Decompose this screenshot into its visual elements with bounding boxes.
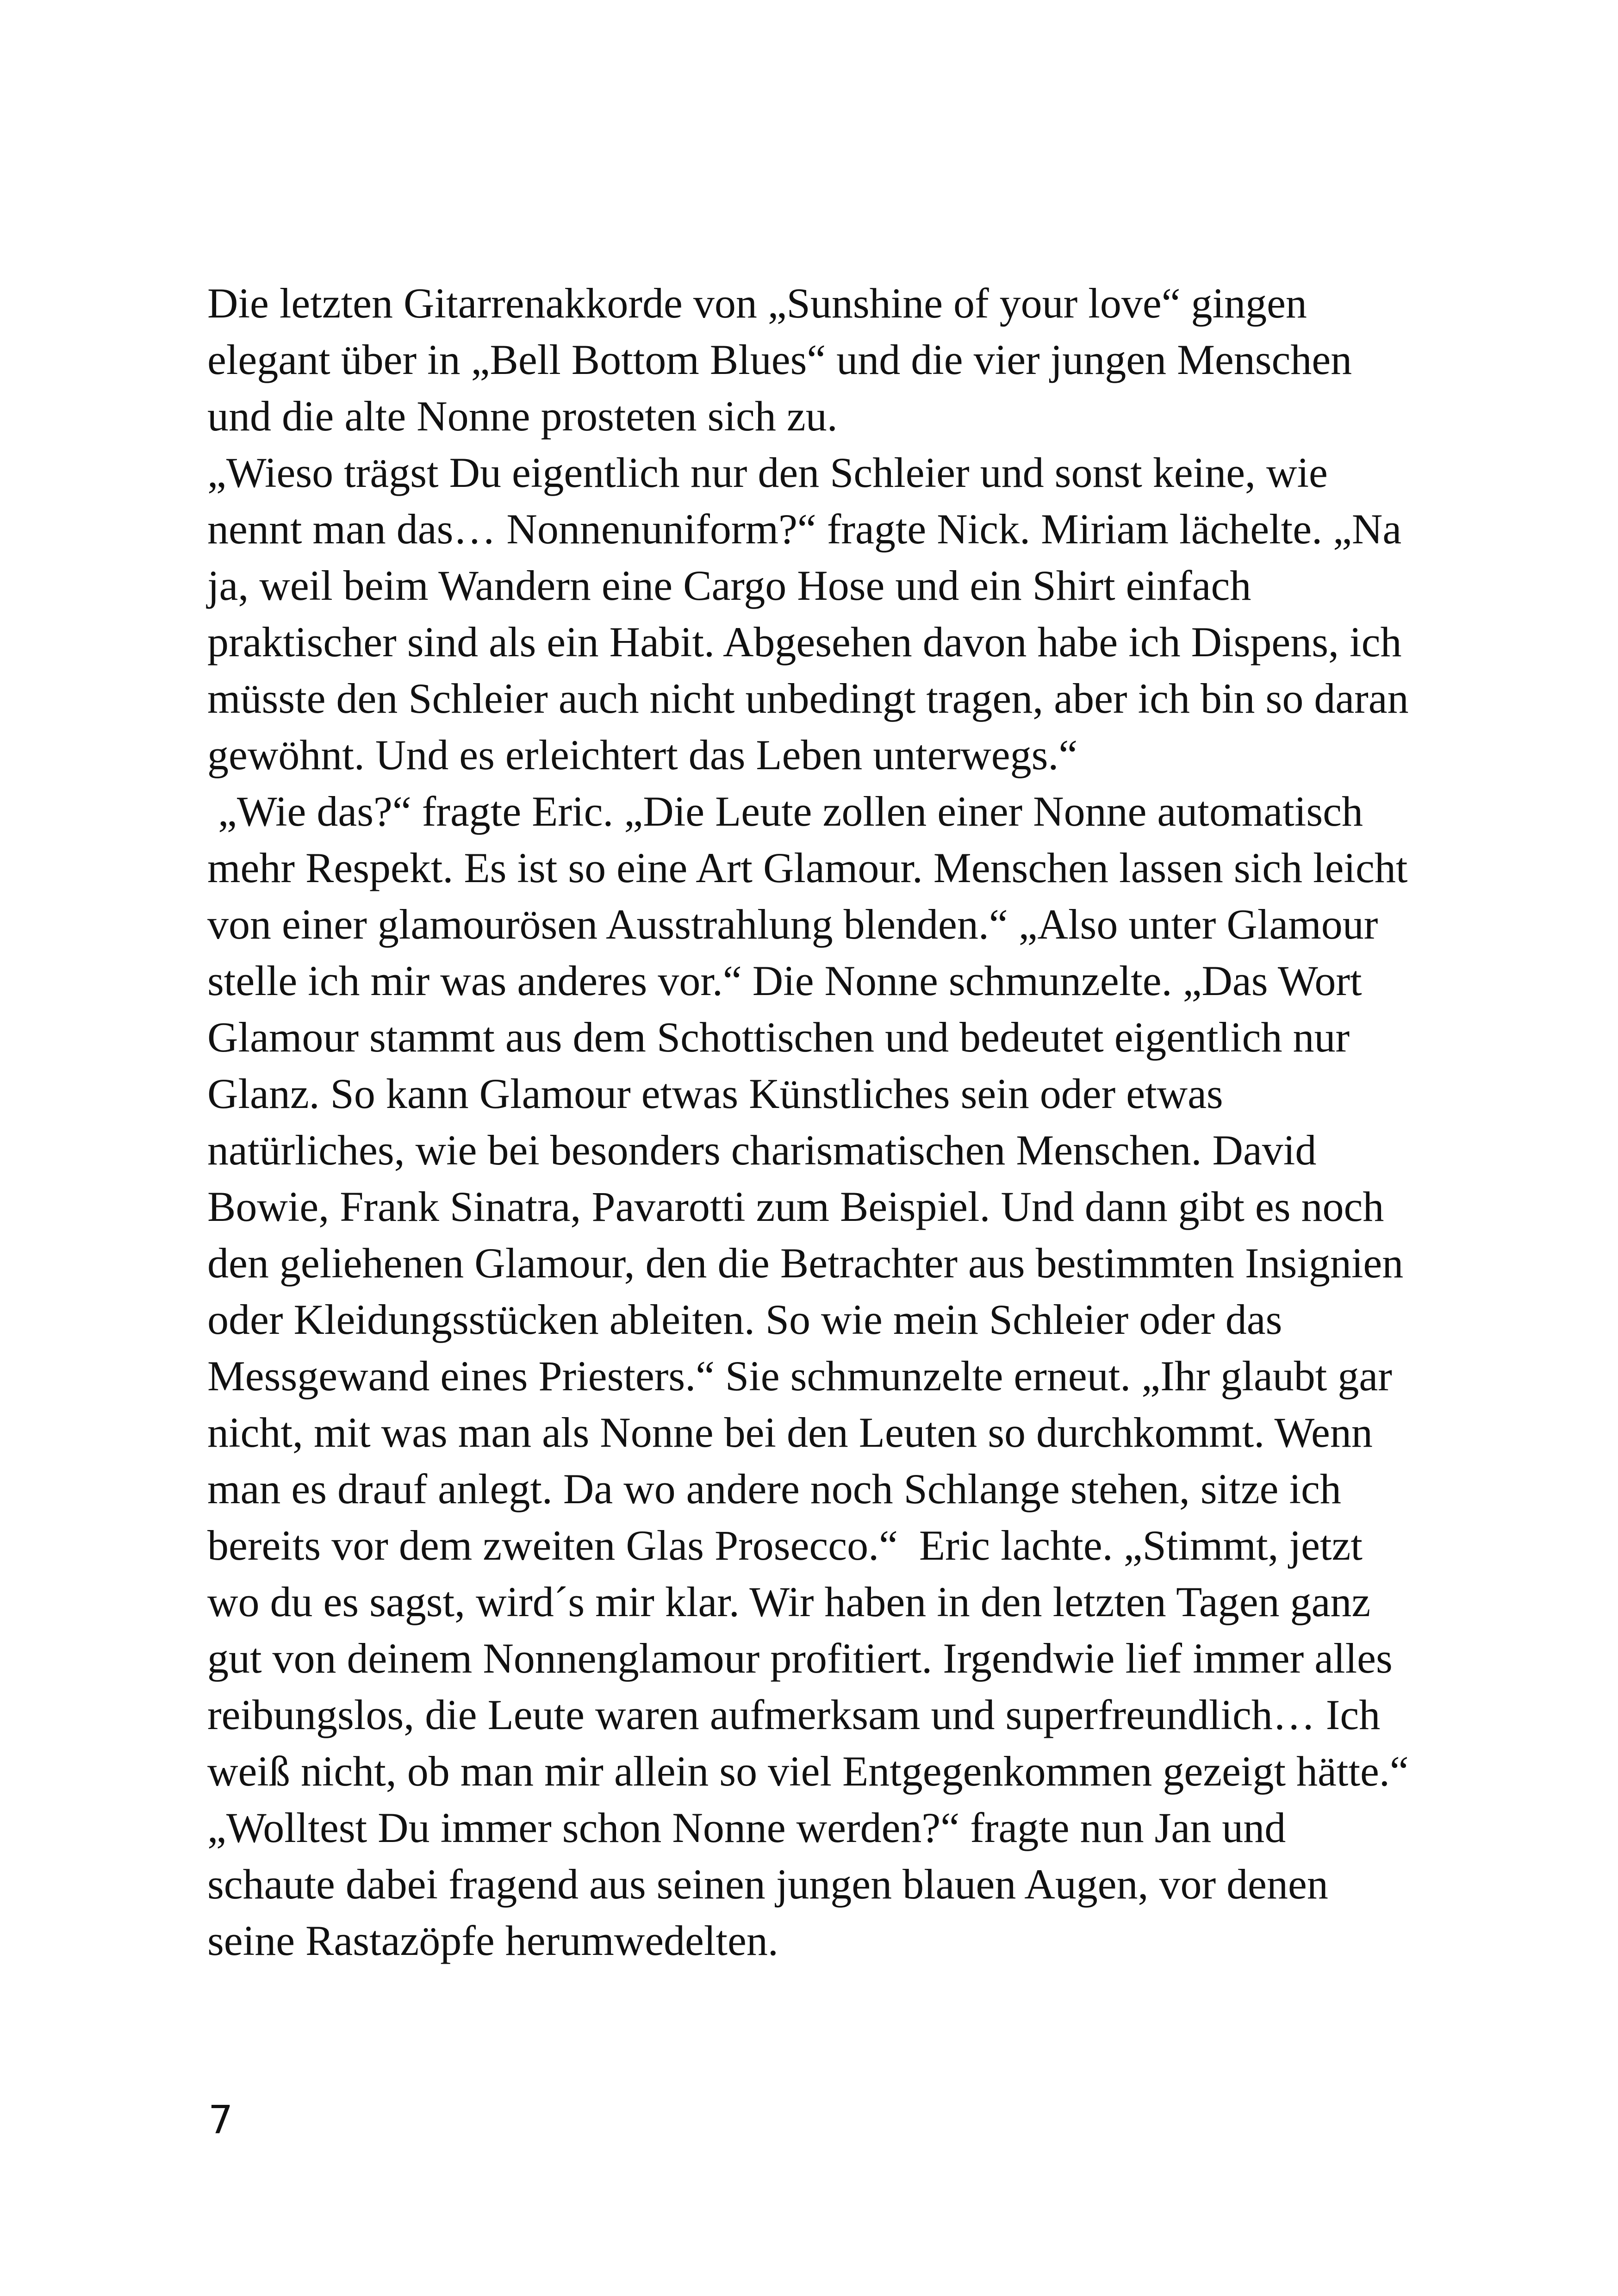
text-line: Messgewand eines Priesters.“ Sie schmunzelte erneut. „Ihr glaubt gar bbox=[207, 1352, 1392, 1400]
text-line: seine Rastazöpfe herumwedelten. bbox=[207, 1917, 778, 1964]
text-line: weiß nicht, ob man mir allein so viel Entgegenkommen gezeigt hätte.“ bbox=[207, 1748, 1409, 1795]
text-line: natürliches, wie bei besonders charismatischen Menschen. David bbox=[207, 1126, 1317, 1174]
text-line: Bowie, Frank Sinatra, Pavarotti zum Beispiel. Und dann gibt es noch bbox=[207, 1183, 1384, 1230]
text-line: mehr Respekt. Es ist so eine Art Glamour. Menschen lassen sich leicht bbox=[207, 844, 1408, 891]
text-line: von einer glamourösen Ausstrahlung blenden.“ „Also unter Glamour bbox=[207, 901, 1378, 948]
text-line: nennt man das… Nonnenuniform?“ fragte Nick. Miriam lächelte. „Na bbox=[207, 505, 1402, 553]
body-text bbox=[207, 275, 1457, 1969]
text-line: gewöhnt. Und es erleichtert das Leben unterwegs.“ bbox=[207, 731, 1078, 778]
text-line: wo du es sagst, wird´s mir klar. Wir haben in den letzten Tagen ganz bbox=[207, 1578, 1371, 1625]
text-line: „Wieso trägst Du eigentlich nur den Schleier und sonst keine, wie bbox=[207, 449, 1328, 496]
text-line: Die letzten Gitarrenakkorde von „Sunshine of your love“ gingen bbox=[207, 280, 1307, 327]
text-line: stelle ich mir was anderes vor.“ Die Nonne schmunzelte. „Das Wort bbox=[207, 957, 1362, 1004]
text-line: müsste den Schleier auch nicht unbedingt tragen, aber ich bin so daran bbox=[207, 675, 1409, 722]
text-line: gut von deinem Nonnenglamour profitiert. Irgendwie lief immer alles bbox=[207, 1635, 1393, 1682]
text-line: Glanz. So kann Glamour etwas Künstliches sein oder etwas bbox=[207, 1070, 1223, 1117]
text-line: elegant über in „Bell Bottom Blues“ und die vier jungen Menschen bbox=[207, 336, 1352, 383]
text-line: man es drauf anlegt. Da wo andere noch Schlange stehen, sitze ich bbox=[207, 1465, 1341, 1512]
text-line: praktischer sind als ein Habit. Abgesehen davon habe ich Dispens, ich bbox=[207, 618, 1402, 666]
text-line: ja, weil beim Wandern eine Cargo Hose und ein Shirt einfach bbox=[207, 562, 1251, 609]
text-line: nicht, mit was man als Nonne bei den Leuten so durchkommt. Wenn bbox=[207, 1409, 1373, 1456]
text-line: „Wie das?“ fragte Eric. „Die Leute zollen einer Nonne automatisch bbox=[207, 788, 1363, 835]
page-number: 7 bbox=[208, 2097, 233, 2142]
text-line: reibungslos, die Leute waren aufmerksam und superfreundlich… Ich bbox=[207, 1691, 1381, 1738]
text-line: oder Kleidungsstücken ableiten. So wie mein Schleier oder das bbox=[207, 1296, 1282, 1343]
text-line: „Wolltest Du immer schon Nonne werden?“ fragte nun Jan und bbox=[207, 1804, 1286, 1851]
text-line: schaute dabei fragend aus seinen jungen blauen Augen, vor denen bbox=[207, 1860, 1328, 1908]
text-line: bereits vor dem zweiten Glas Prosecco.“ Eric lachte. „Stimmt, jetzt bbox=[207, 1522, 1363, 1569]
text-line: Glamour stammt aus dem Schottischen und bedeutet eigentlich nur bbox=[207, 1014, 1350, 1061]
text-line: den geliehenen Glamour, den die Betrachter aus bestimmten Insignien bbox=[207, 1239, 1404, 1287]
text-line: und die alte Nonne prosteten sich zu. bbox=[207, 392, 838, 440]
